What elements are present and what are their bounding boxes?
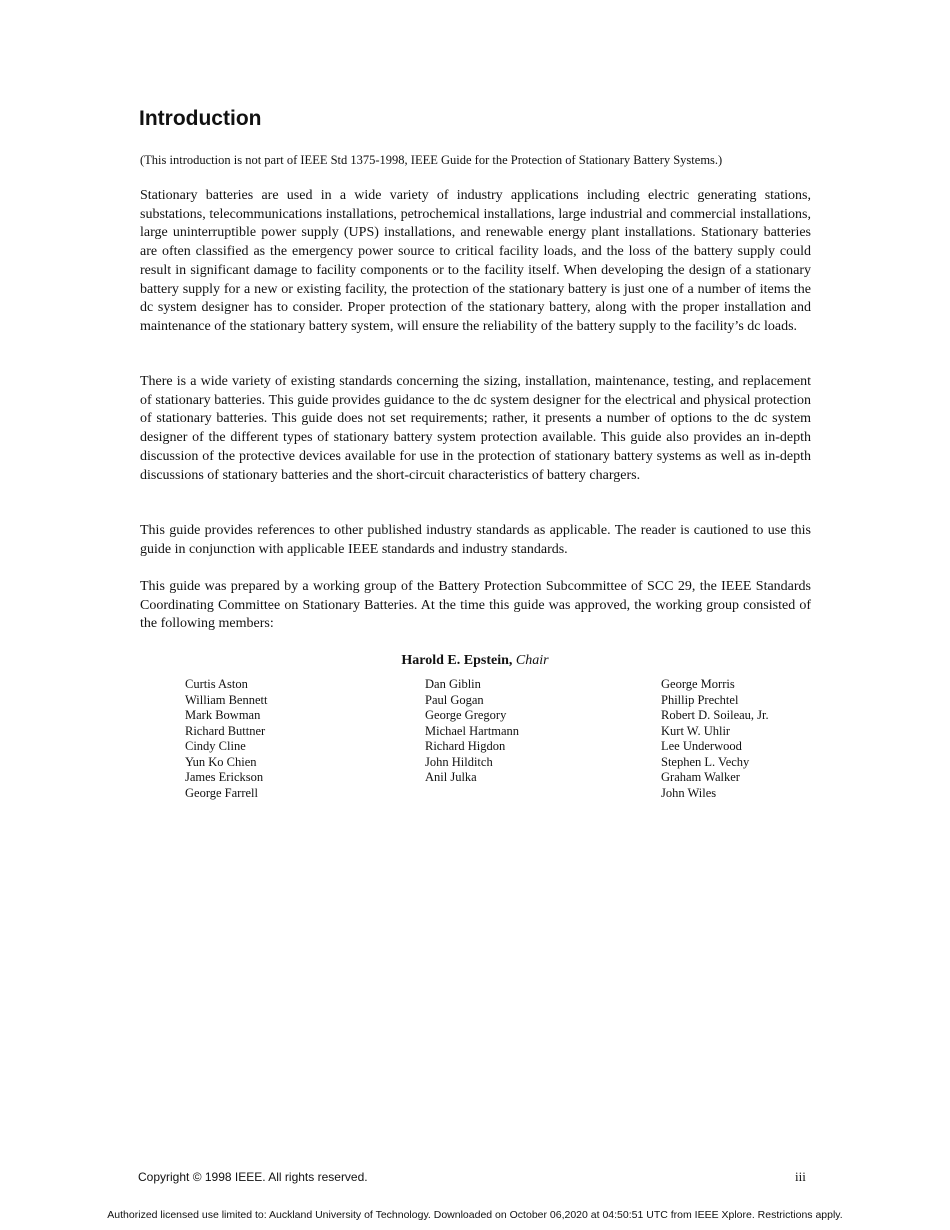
member-name: John Hilditch (425, 754, 493, 769)
chair-name: Harold E. Epstein, (401, 653, 513, 668)
member-name: Graham Walker (661, 770, 740, 784)
paragraph-4: This guide was prepared by a working group of the Battery Protection Subcommittee of SCC 29, the IEEE Standards Coordinating Committee on Stationary Batteries. At the time this guide was approved, the working group consisted of the following members: (140, 579, 811, 632)
paragraph-2: There is a wide variety of existing standards concerning the sizing, installation, maintenance, testing, and replacement of stationary batteries. This guide provides guidance to the dc system designer for the electrical and physical protection of stationary batteries. This guide does not set requirements; rather, it presents a number of options to the dc system designer of the different types of stationary battery system protection available. This guide also provides an in-depth discussion of the protective devices available for use in the protection of stationary battery systems as well as in-depth discussions of stationary batteries and the short-circuit characteristics of battery chargers. (140, 374, 811, 483)
introduction-note: (This introduction is not part of IEEE Std 1375-1998, IEEE Guide for the Protection of Stationary Battery Systems.) (140, 153, 723, 167)
member-name: George Gregory (425, 708, 507, 722)
paragraph-1: Stationary batteries are used in a wide variety of industry applications including electric generating stations, substations, telecommunications installations, petrochemical installations, large industrial and commercial installations, large uninterruptible power supply (UPS) installations, and renewable energy plant installations. Stationary batteries are often classified as the emergency power source to critical facility loads, and the loss of the battery supply could result in significant damage to facility components or to the facility itself. When developing the design of a stationary battery supply for a new or existing facility, the protection of the stationary battery is just one of a number of items the dc system designer has to consider. Proper protection of the stationary battery, along with the proper installation and maintenance of the stationary battery system, will ensure the reliability of the battery supply to the facility’s dc loads. (140, 188, 811, 334)
member-name: James Erickson (185, 770, 264, 784)
member-name: George Morris (661, 677, 735, 691)
member-name: Lee Underwood (661, 739, 742, 753)
member-column-3 (661, 677, 769, 801)
member-column-1 (185, 677, 267, 801)
member-name: Anil Julka (425, 770, 477, 784)
member-name: Phillip Prechtel (661, 692, 739, 707)
member-name: Michael Hartmann (425, 723, 520, 738)
member-name: George Farrell (185, 785, 259, 800)
member-name: Yun Ko Chien (185, 754, 257, 769)
page-title: Introduction (139, 107, 262, 130)
paragraph-3: This guide provides references to other published industry standards as applicable. The reader is cautioned to use this guide in conjunction with applicable IEEE standards and industry standards. (140, 523, 811, 557)
member-name: Curtis Aston (185, 677, 248, 691)
member-name: Mark Bowman (185, 708, 261, 722)
member-column-2 (425, 677, 519, 786)
license-notice: Authorized licensed use limited to: Auckland University of Technology. Downloaded on October 06,2020 at 04:50:51 UTC from IEEE Xplore. Restrictions apply. (107, 1209, 843, 1221)
copyright-notice: Copyright © 1998 IEEE. All rights reserved. (138, 1170, 368, 1184)
member-name: Robert D. Soileau, Jr. (661, 708, 769, 722)
member-name: Richard Higdon (425, 739, 506, 753)
member-name: Cindy Cline (185, 739, 246, 753)
member-name: Stephen L. Vechy (661, 754, 750, 769)
member-name: William Bennett (185, 692, 268, 707)
working-group-chair (0, 651, 950, 670)
member-name: Richard Buttner (185, 723, 266, 738)
member-name: Dan Giblin (425, 677, 481, 691)
member-name: Kurt W. Uhlir (661, 723, 731, 738)
member-name: John Wiles (661, 785, 717, 800)
chair-role: Chair (515, 653, 549, 668)
member-name: Paul Gogan (425, 692, 484, 707)
page-number: iii (795, 1169, 806, 1184)
